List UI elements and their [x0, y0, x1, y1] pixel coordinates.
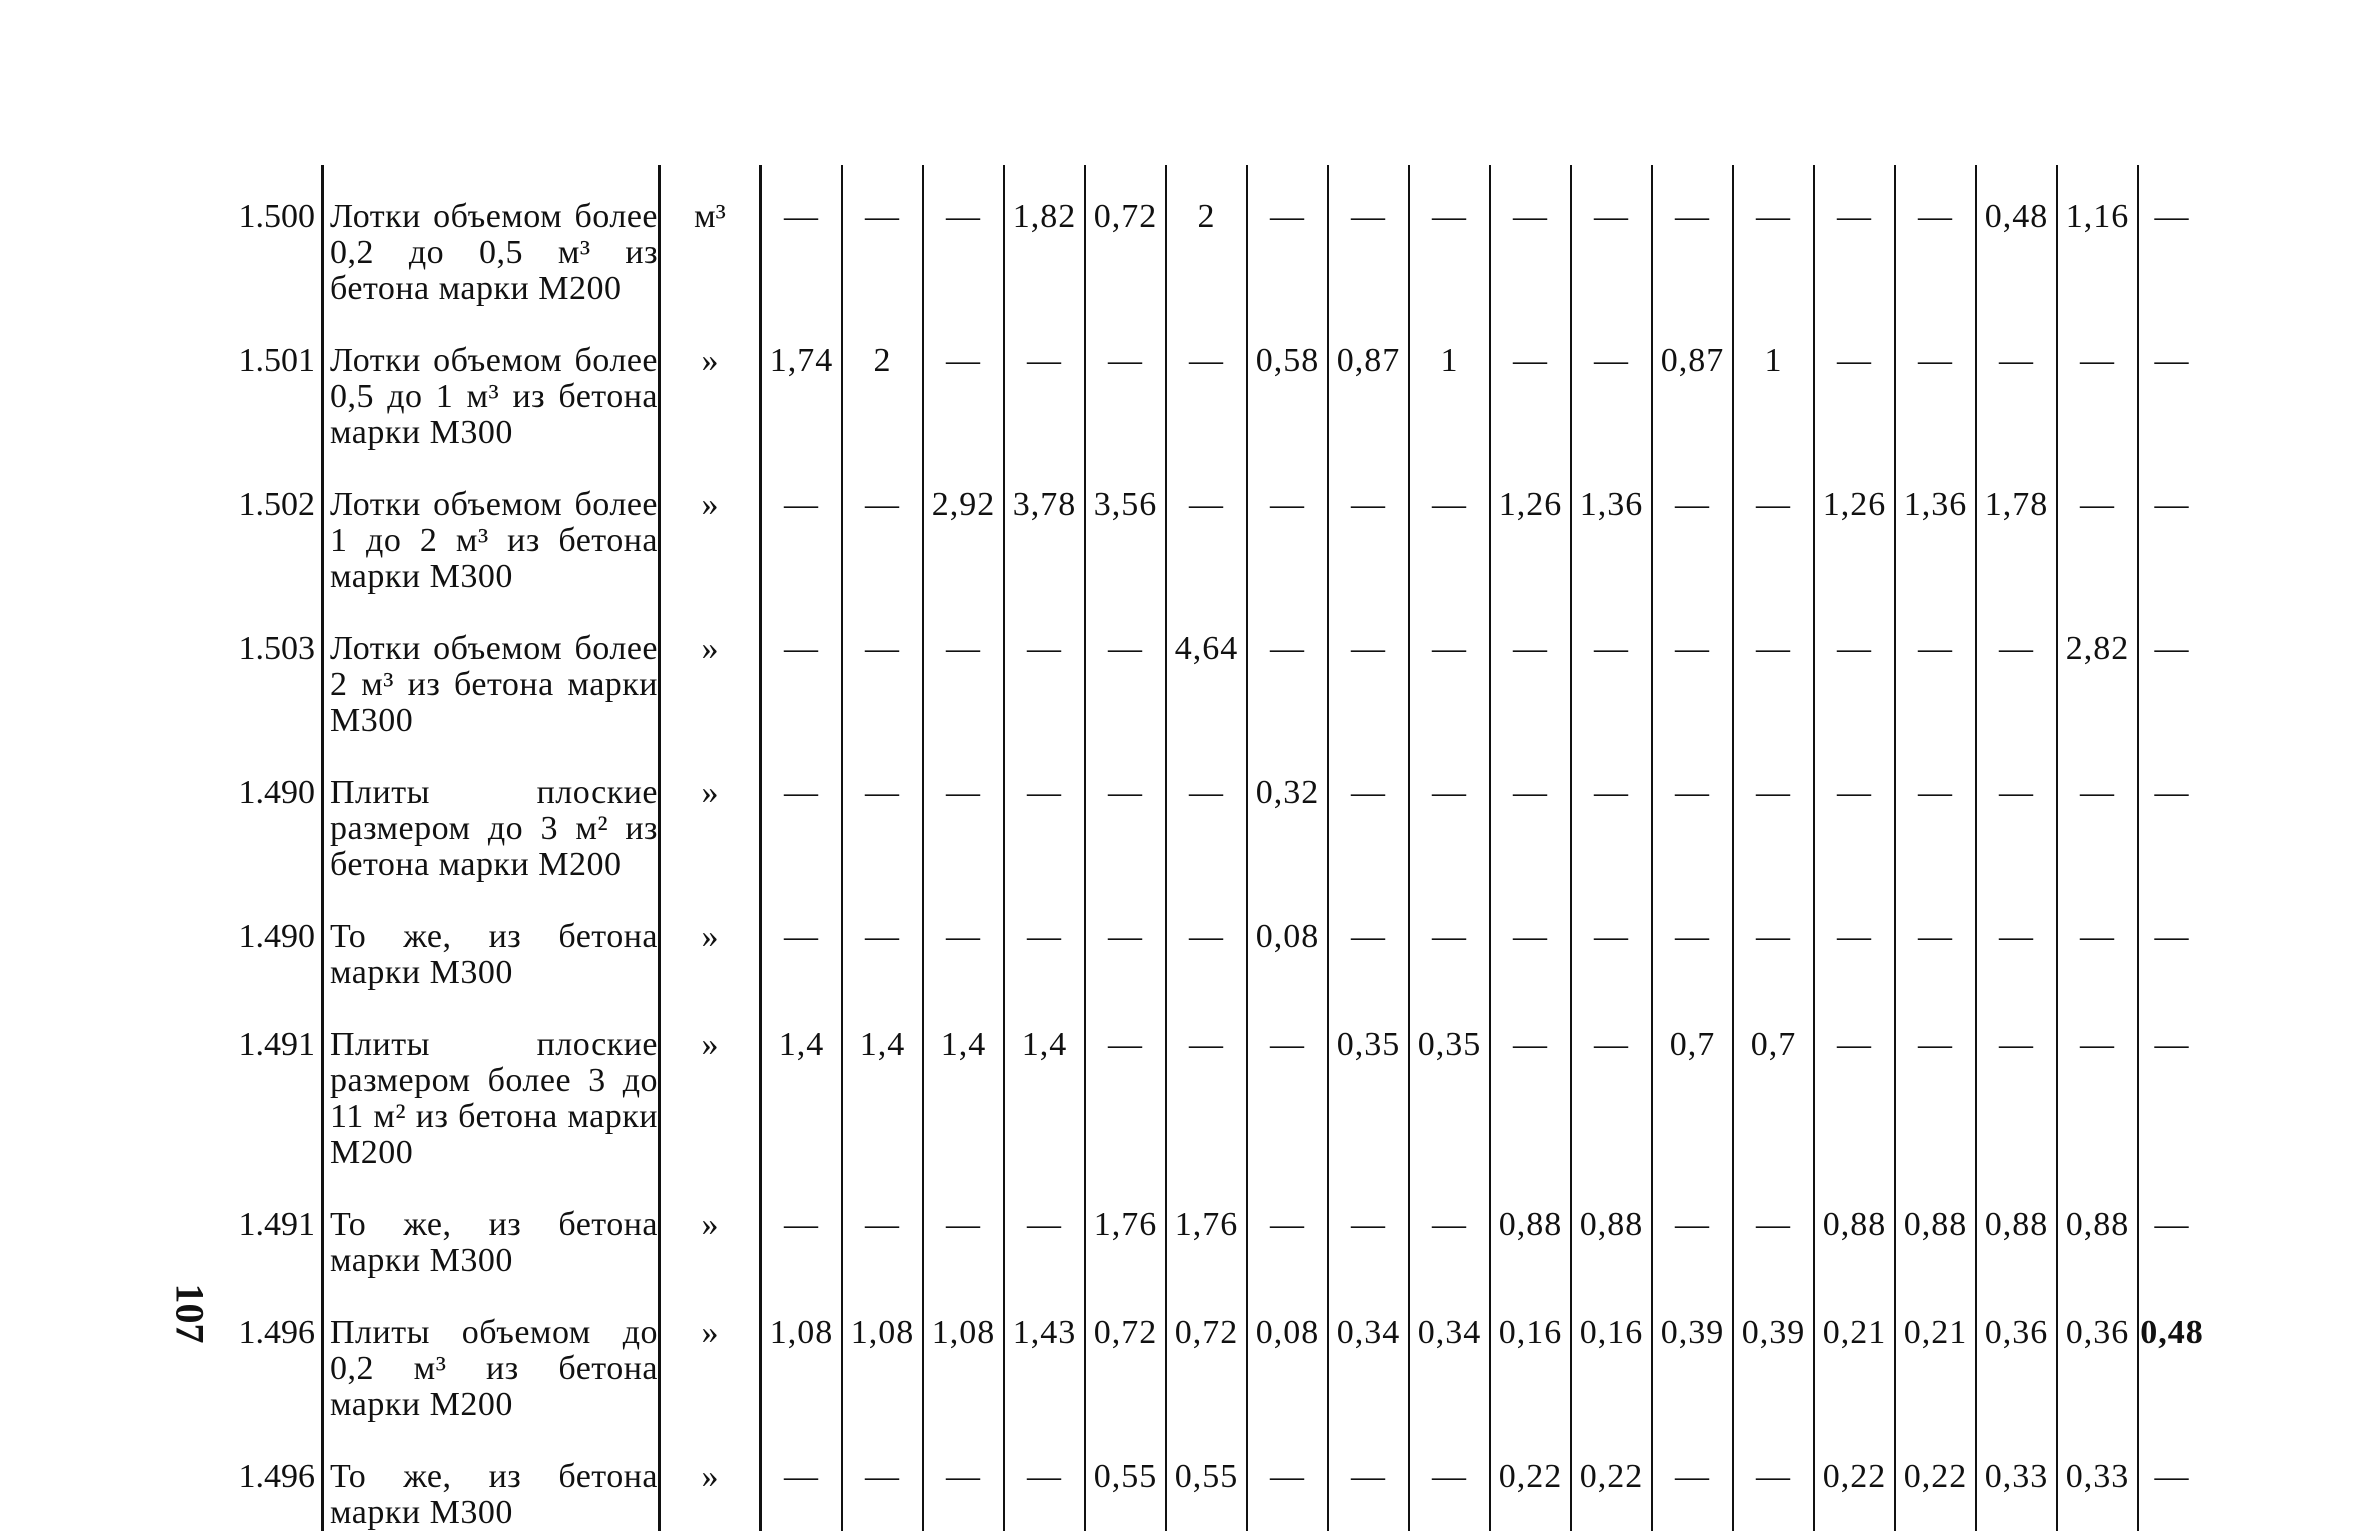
row-value: 0,21 — [1814, 1279, 1895, 1423]
row-value: — — [2154, 198, 2190, 235]
row-value: 0,22 — [1490, 1423, 1571, 1531]
row-value: — — [1328, 451, 1409, 595]
row-value: — — [1733, 595, 1814, 739]
row-value: 0,36 — [2057, 1279, 2138, 1423]
row-value: — — [2154, 918, 2190, 955]
row-value: — — [1004, 307, 1085, 451]
row-value: — — [1571, 991, 1652, 1171]
row-value: 1,4 — [761, 991, 843, 1171]
row-value: 1,26 — [1814, 451, 1895, 595]
row-value: — — [1328, 1171, 1409, 1279]
row-value: — — [1490, 595, 1571, 739]
row-value: — — [1004, 1171, 1085, 1279]
row-value: — — [1733, 1423, 1814, 1531]
row-value: 1,08 — [923, 1279, 1004, 1423]
row-value: 0,72 — [1085, 165, 1166, 307]
row-value: 3,78 — [1004, 451, 1085, 595]
row-value: 0,33 — [1976, 1423, 2057, 1531]
row-value: 0,39 — [1652, 1279, 1733, 1423]
row-code: 1.501 — [238, 342, 315, 379]
row-value: 1,78 — [1976, 451, 2057, 595]
row-value: 0,55 — [1166, 1423, 1247, 1531]
row-value: — — [1976, 991, 2057, 1171]
row-value: — — [842, 595, 923, 739]
row-value: 0,33 — [2057, 1423, 2138, 1531]
row-value: — — [1004, 739, 1085, 883]
row-value: 0,35 — [1409, 991, 1490, 1171]
row-value: 0,39 — [1733, 1279, 1814, 1423]
row-value: 0,32 — [1247, 739, 1328, 883]
row-value: — — [2057, 991, 2138, 1171]
row-value: — — [1409, 1423, 1490, 1531]
row-name: Лотки объемом более 0,2 до 0,5 м³ из бетона марки М200 — [323, 165, 660, 307]
row-unit: м³ — [660, 165, 761, 307]
row-value: — — [1490, 991, 1571, 1171]
row-value: 1,36 — [1571, 451, 1652, 595]
row-value: — — [1328, 883, 1409, 991]
row-value: 0,21 — [1895, 1279, 1976, 1423]
row-value: — — [1976, 307, 2057, 451]
row-value: — — [1490, 739, 1571, 883]
row-value: — — [761, 595, 843, 739]
row-unit: » — [660, 595, 761, 739]
row-value: — — [1571, 165, 1652, 307]
row-value: — — [2154, 342, 2190, 379]
row-value: 0,22 — [1814, 1423, 1895, 1531]
row-value: — — [2154, 630, 2190, 667]
row-value: — — [1004, 883, 1085, 991]
row-value: — — [2154, 486, 2190, 523]
row-value: — — [2154, 774, 2190, 811]
row-value: 0,48 — [2140, 1314, 2204, 1351]
row-value: — — [1409, 1171, 1490, 1279]
row-value: — — [1733, 1171, 1814, 1279]
row-value: — — [1328, 595, 1409, 739]
row-value: — — [1247, 1423, 1328, 1531]
page-number: 107 — [167, 1283, 213, 1344]
row-value: — — [842, 165, 923, 307]
row-value: — — [923, 1423, 1004, 1531]
row-value: 2,92 — [923, 451, 1004, 595]
row-value: — — [1652, 739, 1733, 883]
row-value: 0,34 — [1328, 1279, 1409, 1423]
row-unit: » — [660, 991, 761, 1171]
row-value: 0,48 — [1976, 165, 2057, 307]
row-value: 0,08 — [1247, 1279, 1328, 1423]
row-value: 1,26 — [1490, 451, 1571, 595]
row-value: — — [1490, 883, 1571, 991]
row-name: Лотки объемом более 0,5 до 1 м³ из бетона марки М300 — [323, 307, 660, 451]
row-value: 1,36 — [1895, 451, 1976, 595]
row-value: — — [2057, 307, 2138, 451]
row-value: — — [2057, 883, 2138, 991]
row-value: — — [1409, 883, 1490, 991]
row-value: 2 — [842, 307, 923, 451]
row-value: — — [1976, 595, 2057, 739]
row-value: — — [1733, 739, 1814, 883]
row-value: — — [1814, 595, 1895, 739]
row-value: 3,56 — [1085, 451, 1166, 595]
row-unit: » — [660, 883, 761, 991]
row-code: 1.503 — [238, 630, 315, 667]
row-unit: » — [660, 451, 761, 595]
row-value: — — [1895, 883, 1976, 991]
row-value: — — [1652, 883, 1733, 991]
row-name: Плиты плоские размером до 3 м² из бетона марки М200 — [323, 739, 660, 883]
row-value: — — [923, 595, 1004, 739]
row-value: 0,08 — [1247, 883, 1328, 991]
row-name: Плиты объемом до 0,2 м³ из бетона марки М200 — [323, 1279, 660, 1423]
row-value: 1,16 — [2057, 165, 2138, 307]
row-value: — — [923, 165, 1004, 307]
row-value: 0,87 — [1652, 307, 1733, 451]
row-value: 0,72 — [1166, 1279, 1247, 1423]
row-value: 0,88 — [1895, 1171, 1976, 1279]
row-value: — — [1085, 307, 1166, 451]
row-value: — — [1733, 165, 1814, 307]
row-value: 0,7 — [1652, 991, 1733, 1171]
row-value: — — [1652, 451, 1733, 595]
row-value: 0,16 — [1571, 1279, 1652, 1423]
row-unit: » — [660, 307, 761, 451]
row-value: — — [1976, 883, 2057, 991]
row-value: — — [842, 1171, 923, 1279]
row-value: — — [761, 451, 843, 595]
row-value: 0,22 — [1895, 1423, 1976, 1531]
row-code: 1.496 — [238, 1458, 315, 1495]
row-name: Плиты плоские размером более 3 до 11 м² из бетона марки М200 — [323, 991, 660, 1171]
row-unit: » — [660, 1171, 761, 1279]
row-unit: » — [660, 1423, 761, 1531]
row-code: 1.491 — [238, 1206, 315, 1243]
row-code: 1.491 — [238, 1026, 315, 1063]
row-code: 1.490 — [238, 774, 315, 811]
row-value: 1,08 — [842, 1279, 923, 1423]
row-value: 1,43 — [1004, 1279, 1085, 1423]
row-code: 1.490 — [238, 918, 315, 955]
row-value: — — [1085, 883, 1166, 991]
row-name: То же, из бетона марки М300 — [323, 1171, 660, 1279]
row-value: — — [1166, 307, 1247, 451]
row-value: — — [1652, 165, 1733, 307]
row-value: — — [761, 1423, 843, 1531]
table-row — [200, 307, 2205, 451]
row-code: 1.496 — [238, 1314, 315, 1351]
row-value: 0,87 — [1328, 307, 1409, 451]
row-value: — — [2154, 1458, 2190, 1495]
row-value: 0,7 — [1733, 991, 1814, 1171]
row-value: — — [1247, 991, 1328, 1171]
row-value: — — [923, 883, 1004, 991]
table-row — [200, 739, 2205, 883]
row-value: 0,88 — [1490, 1171, 1571, 1279]
row-value: — — [1085, 991, 1166, 1171]
row-value: — — [1409, 165, 1490, 307]
row-value: — — [842, 739, 923, 883]
row-value: — — [1085, 739, 1166, 883]
row-value: — — [1166, 883, 1247, 991]
row-value: — — [1571, 595, 1652, 739]
row-value: — — [1004, 595, 1085, 739]
row-value: — — [842, 883, 923, 991]
row-value: 0,22 — [1571, 1423, 1652, 1531]
row-value: 0,72 — [1085, 1279, 1166, 1423]
row-name: То же, из бетона марки М300 — [323, 883, 660, 991]
table-row — [200, 991, 2205, 1171]
row-value: — — [1004, 1423, 1085, 1531]
row-value: — — [1166, 451, 1247, 595]
row-value: — — [1328, 1423, 1409, 1531]
row-value: — — [1166, 991, 1247, 1171]
row-value: — — [1490, 165, 1571, 307]
row-value: 0,34 — [1409, 1279, 1490, 1423]
table-row — [200, 451, 2205, 595]
table-body — [200, 165, 2205, 1531]
table-row — [200, 1423, 2205, 1531]
row-value: 1,76 — [1085, 1171, 1166, 1279]
row-value: — — [1814, 991, 1895, 1171]
row-value: 1,4 — [1004, 991, 1085, 1171]
row-value: — — [1733, 451, 1814, 595]
row-value: — — [2057, 739, 2138, 883]
row-value: 0,88 — [1571, 1171, 1652, 1279]
row-value: — — [1247, 451, 1328, 595]
row-value: 0,58 — [1247, 307, 1328, 451]
row-value: — — [1652, 595, 1733, 739]
row-value: — — [761, 1171, 843, 1279]
table-row — [200, 595, 2205, 739]
row-value: — — [761, 739, 843, 883]
row-code: 1.502 — [238, 486, 315, 523]
row-value: — — [761, 883, 843, 991]
row-value: 1,74 — [761, 307, 843, 451]
table-row — [200, 1171, 2205, 1279]
row-value: — — [923, 1171, 1004, 1279]
row-value: — — [1409, 595, 1490, 739]
row-code: 1.500 — [238, 198, 315, 235]
row-value: — — [1571, 883, 1652, 991]
row-value: — — [761, 165, 843, 307]
row-value: — — [1652, 1423, 1733, 1531]
row-value: 1,82 — [1004, 165, 1085, 307]
row-value: — — [1976, 739, 2057, 883]
table-row — [200, 883, 2205, 991]
row-value: — — [1409, 451, 1490, 595]
row-unit: » — [660, 1279, 761, 1423]
row-value: — — [1328, 165, 1409, 307]
row-value: — — [1895, 739, 1976, 883]
row-value: 1,76 — [1166, 1171, 1247, 1279]
row-value: — — [1490, 307, 1571, 451]
row-value: 4,64 — [1166, 595, 1247, 739]
row-value: — — [1247, 1171, 1328, 1279]
row-value: 0,16 — [1490, 1279, 1571, 1423]
row-value: — — [2154, 1026, 2190, 1063]
row-value: — — [1895, 991, 1976, 1171]
row-value: 0,88 — [2057, 1171, 2138, 1279]
row-value: — — [1895, 165, 1976, 307]
row-value: — — [842, 451, 923, 595]
row-name: Лотки объемом более 1 до 2 м³ из бетона марки М300 — [323, 451, 660, 595]
table-row — [200, 165, 2205, 307]
row-value: 0,35 — [1328, 991, 1409, 1171]
row-value: — — [1814, 883, 1895, 991]
row-unit: » — [660, 739, 761, 883]
row-value: 1,4 — [923, 991, 1004, 1171]
row-value: 0,36 — [1976, 1279, 2057, 1423]
row-value: — — [1814, 165, 1895, 307]
row-value: — — [1328, 739, 1409, 883]
row-value: — — [1814, 739, 1895, 883]
row-value: 1,4 — [842, 991, 923, 1171]
row-value: — — [2154, 1206, 2190, 1243]
row-value: 0,88 — [1976, 1171, 2057, 1279]
row-value: — — [923, 307, 1004, 451]
norms-table — [200, 165, 2205, 1531]
row-value: — — [1571, 739, 1652, 883]
row-value: 0,88 — [1814, 1171, 1895, 1279]
table-row — [200, 1279, 2205, 1423]
row-value: — — [1895, 595, 1976, 739]
row-value: 2,82 — [2057, 595, 2138, 739]
row-value: — — [923, 739, 1004, 883]
row-value: — — [842, 1423, 923, 1531]
row-value: 1 — [1733, 307, 1814, 451]
row-value: — — [1733, 883, 1814, 991]
row-value: — — [1166, 739, 1247, 883]
row-name: Лотки объемом более 2 м³ из бетона марки М300 — [323, 595, 660, 739]
row-value: 1,08 — [761, 1279, 843, 1423]
row-value: — — [1247, 165, 1328, 307]
row-value: — — [1085, 595, 1166, 739]
row-value: 2 — [1166, 165, 1247, 307]
row-value: — — [1895, 307, 1976, 451]
row-value: 1 — [1409, 307, 1490, 451]
row-value: — — [1571, 307, 1652, 451]
row-name: То же, из бетона марки М300 — [323, 1423, 660, 1531]
row-value: — — [1409, 739, 1490, 883]
row-value: — — [1652, 1171, 1733, 1279]
row-value: — — [1814, 307, 1895, 451]
row-value: — — [2057, 451, 2138, 595]
row-value: 0,55 — [1085, 1423, 1166, 1531]
row-value: — — [1247, 595, 1328, 739]
